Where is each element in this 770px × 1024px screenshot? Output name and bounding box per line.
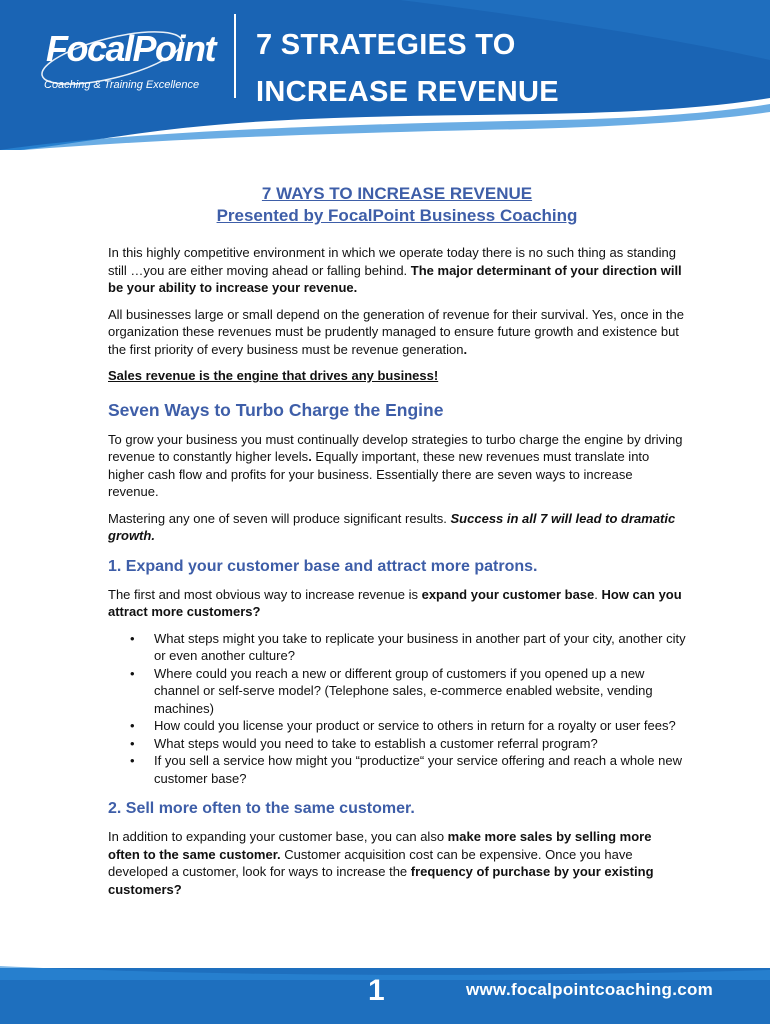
header-title-line-2: INCREASE REVENUE	[256, 76, 559, 108]
intro-bold: The major determinant of your direction will be your ability to increase your revenue.	[108, 262, 682, 295]
document-subtitle: Presented by FocalPoint Business Coaching	[216, 206, 578, 225]
grow-bold: .	[308, 449, 312, 464]
way-2-heading: 2. Sell more often to the same customer.	[108, 800, 415, 817]
section-heading: Seven Ways to Turbo Charge the Engine	[108, 399, 444, 420]
logo-wordmark: FocalPoint	[46, 28, 216, 69]
list-item: • What steps would you need to take to establish a customer referral program?	[108, 735, 686, 753]
way-1-bold-1: expand your customer base	[421, 586, 595, 602]
way-2-text-1: In addition to expanding your customer base, you can also	[108, 829, 448, 844]
way-2-text-2: Customer acquisition cost can be expensive. Once you have developed a customer, look for ways to increase the	[108, 846, 633, 879]
header-title-line-1: 7 STRATEGIES TO	[256, 29, 516, 61]
survival-bold: .	[463, 341, 468, 357]
sales-engine-line	[108, 367, 686, 385]
website-link[interactable]: www.focalpointcoaching.com	[466, 980, 714, 999]
document-title: 7 WAYS TO INCREASE REVENUE	[261, 184, 533, 203]
grow-text-1: To grow your business you must continually develop strategies to turbo charge the engine by driving revenue to constantly higher levels	[108, 431, 683, 464]
list-item: • Where could you reach a new or different group of customers if you opened up a new channel or self-serve model? (Telephone sales, e-commerce enabled website, vending machines)	[108, 665, 686, 718]
list-item: • How could you license your product or service to others in return for a royalty or user fees?	[108, 717, 686, 735]
survival-paragraph	[108, 306, 686, 359]
way-1-heading: 1. Expand your customer base and attract more patrons.	[108, 557, 538, 575]
way-1-text: The first and most obvious way to increase revenue is	[108, 586, 422, 602]
list-item: • What steps might you take to replicate your business in another part of your city, another city or even another culture?	[108, 630, 686, 665]
sales-engine-text: Sales revenue is the engine that drives any business!	[108, 368, 439, 383]
intro-paragraph	[108, 244, 686, 297]
way-1-bold-2: How can you attract more customers?	[108, 586, 682, 619]
list-item: • If you sell a service how might you “productize“ your service offering and reach a whole new customer base?	[108, 752, 686, 787]
way-2-paragraph	[108, 828, 686, 898]
way-1-paragraph	[108, 586, 686, 621]
footer-wave-graphic	[0, 966, 770, 980]
way-1-text-2: .	[594, 586, 602, 602]
survival-text: All businesses large or small depend on the generation of revenue for their survival. Yes, once in the organization these revenues must be prudently managed to ensure future growth and existence but the first priority of every business must be revenue generation	[108, 306, 684, 357]
page-footer	[0, 968, 770, 1024]
mastering-text: Mastering any one of seven will produce significant results.	[108, 510, 451, 526]
grow-text-2: Equally important, these new revenues must translate into higher cash flow and profits for your business. Essentially there are seven ways to increase revenue.	[108, 449, 650, 499]
mastering-bold-italic: Success in all 7 will lead to dramatic growth.	[108, 510, 676, 543]
page-header	[0, 0, 770, 150]
grow-paragraph	[108, 431, 686, 501]
header-divider	[234, 14, 236, 98]
way-2-bold-1: make more sales by selling more often to the same customer.	[108, 829, 652, 862]
intro-text: In this highly competitive environment in which we operate today there is no such thing as standing still …you are either moving ahead or falling behind.	[108, 245, 676, 278]
document-body	[108, 183, 686, 907]
mastering-paragraph	[108, 510, 686, 545]
way-2-bold-2: frequency of purchase by your existing customers?	[108, 864, 654, 897]
header-title	[256, 22, 736, 116]
logo-tagline: Coaching & Training Excellence	[44, 79, 200, 91]
page-number: 1	[368, 974, 385, 1007]
way-1-bullet-list	[108, 630, 686, 788]
